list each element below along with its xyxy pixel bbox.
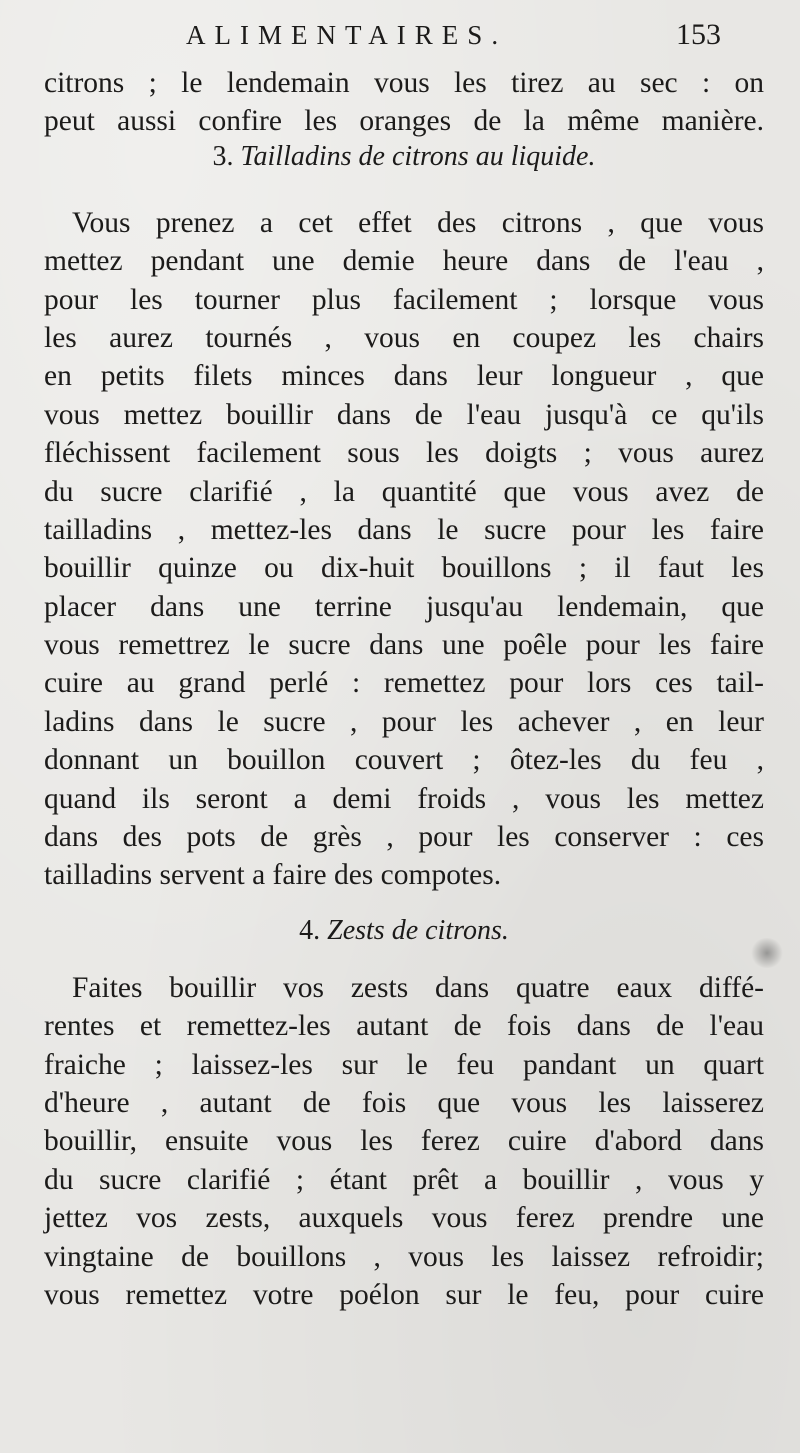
text-line: vingtaine de bouillons , vous les laissez refroidir; <box>44 1240 764 1273</box>
text-line: fraiche ; laissez-les sur le feu pandant un quart <box>44 1048 764 1081</box>
text-line: en petits filets minces dans leur longueur , que <box>44 360 764 393</box>
text-line: placer dans une terrine jusqu'au lendemain, que <box>44 590 764 623</box>
page-number: 153 <box>676 18 721 51</box>
text-line: Faites bouillir vos zests dans quatre eaux diffé- <box>72 971 764 1004</box>
text-line: citrons ; le lendemain vous les tirez au sec : on <box>44 67 764 99</box>
running-head <box>0 16 800 56</box>
text-line: donnant un bouillon couvert ; ôtez-les du feu , <box>44 744 764 777</box>
text-line: vous remettrez le sucre dans une poêle pour les faire <box>44 629 764 662</box>
section-heading-3 <box>44 141 764 173</box>
running-title: ALIMENTAIRES. <box>186 20 508 50</box>
ink-stain <box>750 938 784 968</box>
text-line: Vous prenez a cet effet des citrons , que vous <box>72 206 764 239</box>
text-line: quand ils seront a demi froids , vous les mettez <box>44 782 764 815</box>
text-line: cuire au grand perlé : remettez pour lors ces tail- <box>44 667 764 700</box>
text-line: peut aussi confire les oranges de la même manière. <box>44 105 764 138</box>
section-title: Tailladins de citrons au liquide. <box>240 140 596 172</box>
section-number: 4. <box>299 914 321 946</box>
text-line: mettez pendant une demie heure dans de l'eau , <box>44 245 764 278</box>
text-line: tailladins servent a faire des compotes. <box>44 859 502 892</box>
text-line: ladins dans le sucre , pour les achever , en leur <box>44 705 764 738</box>
text-line: tailladins , mettez-les dans le sucre pour les faire <box>44 513 764 546</box>
text-line: bouillir quinze ou dix-huit bouillons ; il faut les <box>44 552 764 585</box>
text-line: du sucre clarifié ; étant prêt a bouillir , vous y <box>44 1163 764 1196</box>
body-text <box>44 64 764 1314</box>
text-line: les aurez tournés , vous en coupez les chairs <box>44 321 764 354</box>
text-line: bouillir, ensuite vous les ferez cuire d'abord dans <box>44 1125 764 1158</box>
text-line: vous mettez bouillir dans de l'eau jusqu'à ce qu'ils <box>44 398 764 431</box>
text-line: fléchissent facilement sous les doigts ; vous aurez <box>44 437 764 470</box>
text-line: vous remettez votre poélon sur le feu, pour cuire <box>44 1278 764 1311</box>
text-line: pour les tourner plus facilement ; lorsque vous <box>44 283 764 316</box>
text-line: d'heure , autant de fois que vous les laisserez <box>44 1086 764 1119</box>
section-number: 3. <box>212 140 234 172</box>
text-line: jettez vos zests, auxquels vous ferez prendre une <box>44 1202 764 1235</box>
text-line: du sucre clarifié , la quantité que vous avez de <box>44 475 764 508</box>
text-line: dans des pots de grès , pour les conserver : ces <box>44 821 764 854</box>
section-heading-4 <box>44 915 764 947</box>
section-title: Zests de citrons. <box>327 914 509 946</box>
text-line: rentes et remettez-les autant de fois dans de l'eau <box>44 1010 764 1043</box>
